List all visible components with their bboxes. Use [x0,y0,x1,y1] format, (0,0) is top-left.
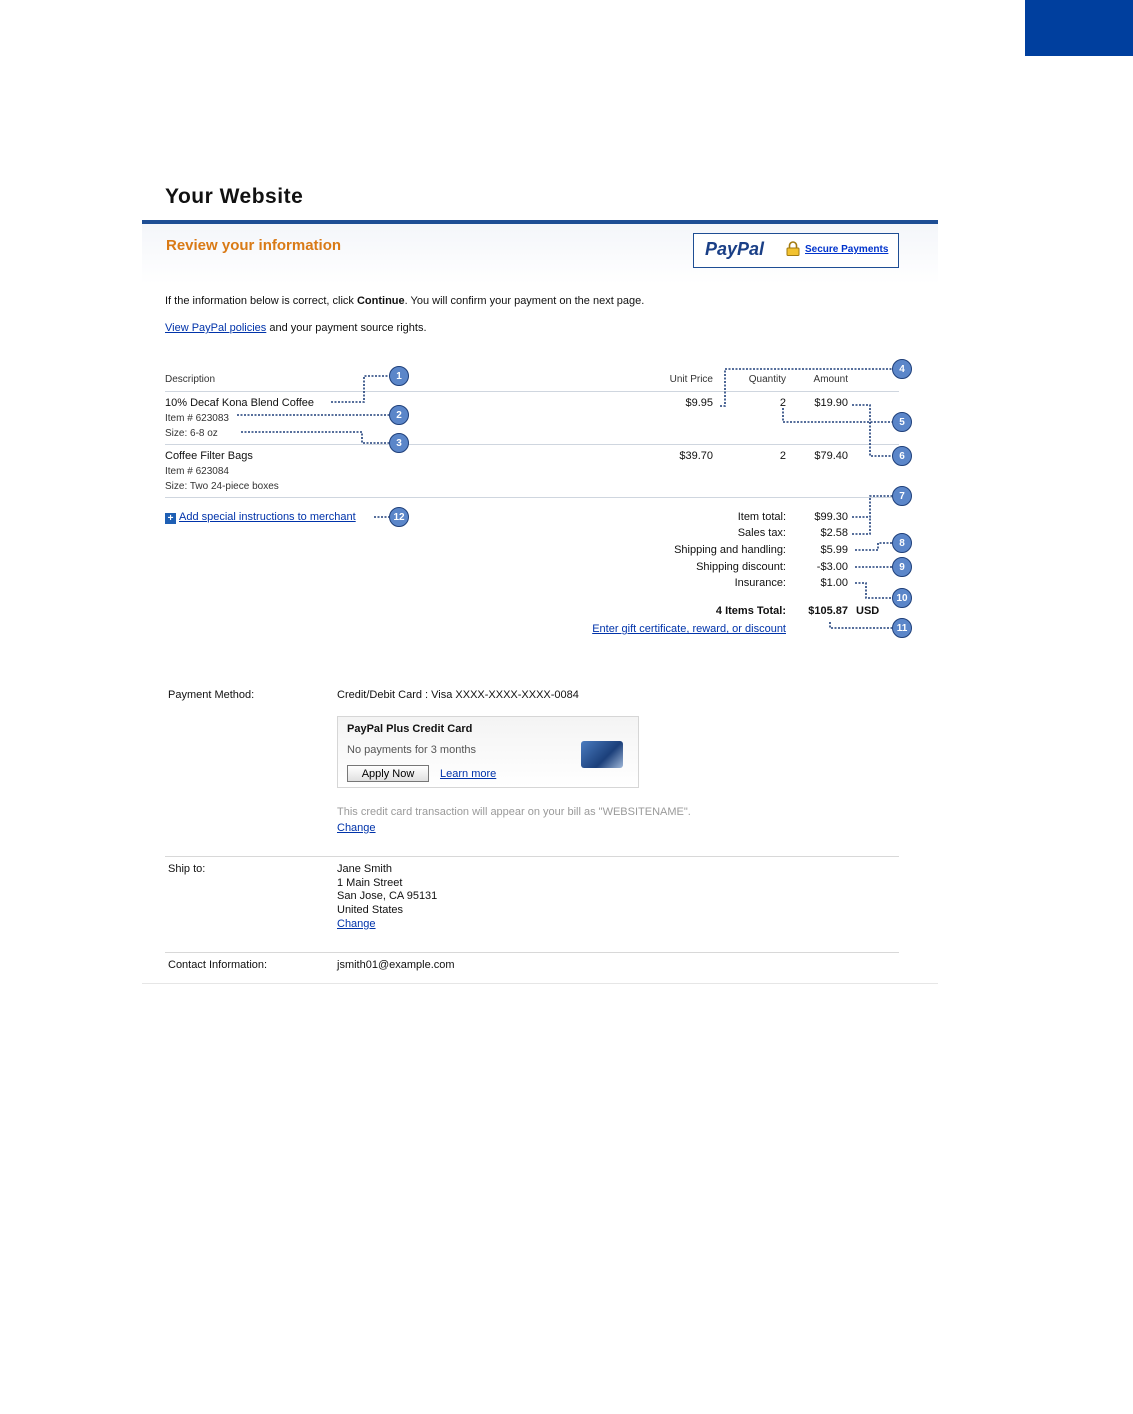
callout-5: 5 [892,412,912,432]
callout-9: 9 [892,557,912,577]
leader-3 [241,432,389,443]
grand-total-value: $105.87 [808,605,848,617]
callout-10: 10 [892,588,912,608]
item-1-number: Item # 623083 [165,413,229,424]
learn-more-link[interactable]: Learn more [440,768,497,780]
item-1-amount: $19.90 [814,397,848,409]
item-1-unit-price: $9.95 [685,397,713,409]
callout-12: 12 [389,507,409,527]
intro-after: . You will confirm your payment on the next page. [404,295,645,307]
section-divider [165,952,899,953]
change-shipping-link[interactable]: Change [337,918,376,930]
callout-11: 11 [892,618,912,638]
callout-1: 1 [389,366,409,386]
ship-line-2: 1 Main Street [337,877,403,889]
item-2-quantity: 2 [779,450,786,462]
plus-icon[interactable]: + [165,513,176,524]
paypal-credit-promo [337,716,639,788]
item-1-quantity: 2 [779,397,786,409]
grand-total-currency: USD [856,605,880,617]
section-divider [165,856,899,857]
apply-now-button[interactable]: Apply Now [347,765,429,782]
col-amount: Amount [813,374,848,385]
leader-5 [783,408,892,422]
sales-tax-label: Sales tax: [737,527,786,539]
paypal-logo: PayPal [705,239,765,259]
item-total-label: Item total: [737,511,786,523]
contact-email: jsmith01@example.com [337,959,455,971]
leader-10 [855,583,892,598]
shipping-handling-label: Shipping and handling: [674,544,786,556]
callout-2: 2 [389,405,409,425]
col-quantity: Quantity [748,374,786,385]
item-2-size: Size: Two 24-piece boxes [165,481,279,492]
promo-title: PayPal Plus Credit Card [347,723,473,735]
item-1-size: Size: 6-8 oz [165,428,218,439]
item-total-value: $99.30 [814,511,848,523]
leader-7 [852,496,892,517]
callout-8: 8 [892,533,912,553]
item-2-number: Item # 623084 [165,466,229,477]
leader-7b [852,517,870,534]
promo-subtitle: No payments for 3 months [347,744,477,756]
shipping-handling-value: $5.99 [820,544,848,556]
credit-card-image [581,741,623,768]
callout-7: 7 [892,486,912,506]
shipping-discount-value: -$3.00 [816,561,848,573]
leader-6 [852,405,892,456]
continue-word: Continue [356,295,405,307]
col-unit-price: Unit Price [669,374,713,385]
item-2-unit-price: $39.70 [679,450,713,462]
callout-4: 4 [892,359,912,379]
site-title: Your Website [165,185,304,208]
change-payment-link[interactable]: Change [337,822,376,834]
page-heading: Review your information [166,237,342,254]
ship-to-label: Ship to: [168,863,206,875]
add-instructions-link[interactable]: Add special instructions to merchant [179,511,356,523]
leader-8 [855,543,892,550]
callout-3: 3 [389,433,409,453]
insurance-value: $1.00 [820,577,848,589]
sales-tax-value: $2.58 [820,527,848,539]
intro-before: If the information below is correct, click [165,295,357,307]
bill-note: This credit card transaction will appear on your bill as "WEBSITENAME". [337,806,691,818]
item-2-name: Coffee Filter Bags [165,450,253,462]
view-policies-link[interactable]: View PayPal policies [165,322,267,334]
policies-rest: and your payment source rights. [269,322,427,334]
leader-4 [720,369,892,406]
col-description: Description [165,374,216,385]
payment-method-label: Payment Method: [168,689,255,701]
callout-6: 6 [892,446,912,466]
contact-label: Contact Information: [168,959,268,971]
leader-1 [331,376,389,402]
insurance-label: Insurance: [734,577,786,589]
item-1-name: 10% Decaf Kona Blend Coffee [165,397,315,409]
gift-certificate-link[interactable]: Enter gift certificate, reward, or discount [592,623,786,635]
payment-method-value: Credit/Debit Card : Visa XXXX-XXXX-XXXX-0084 [337,689,579,701]
ship-line-3: San Jose, CA 95131 [337,890,438,902]
footer-divider [142,983,938,984]
ship-line-1: Jane Smith [337,863,393,875]
secure-payments-link[interactable]: Secure Payments [805,244,889,255]
ship-line-4: United States [337,904,404,916]
item-2-amount: $79.40 [814,450,848,462]
grand-total-label: 4 Items Total: [715,605,786,617]
leader-11 [830,622,892,628]
shipping-discount-label: Shipping discount: [696,561,786,573]
